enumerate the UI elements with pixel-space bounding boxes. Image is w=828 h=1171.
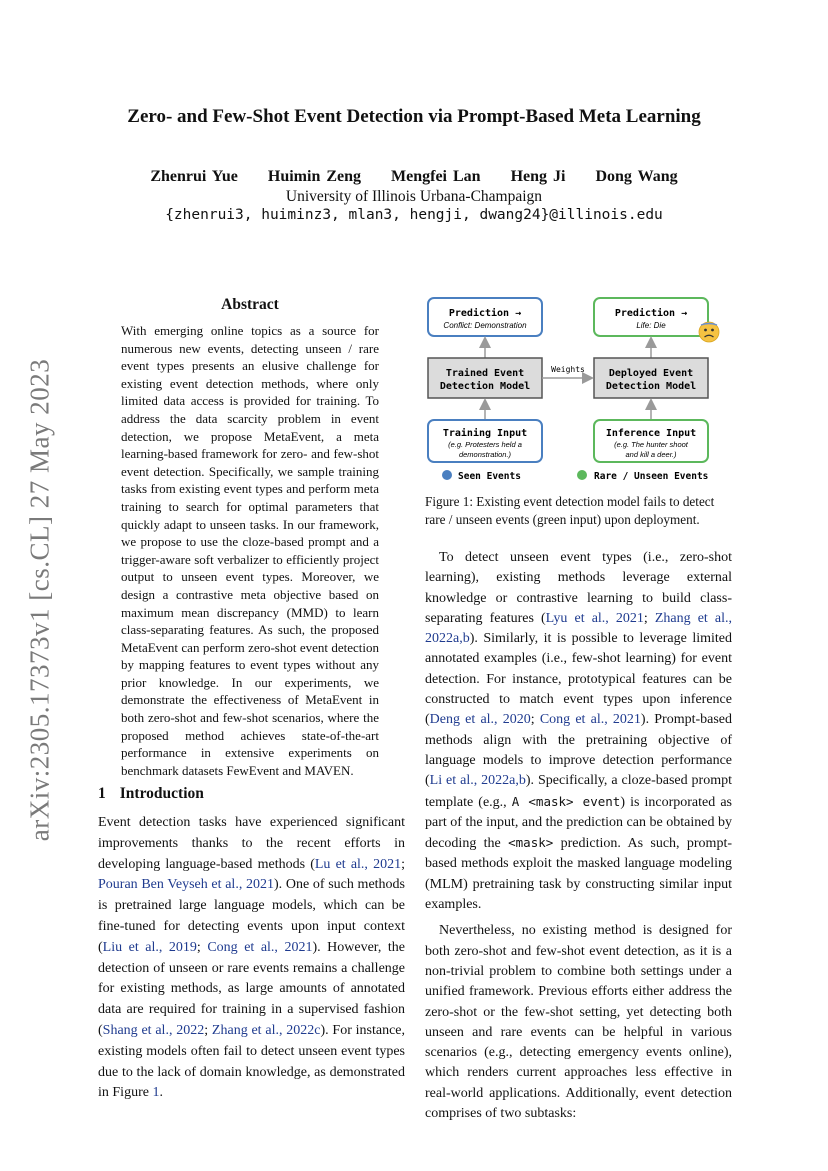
citation-link[interactable]: Cong et al., 2021 bbox=[207, 939, 313, 955]
intro-text: ; bbox=[401, 856, 405, 872]
training-input-title: Training Input bbox=[442, 428, 528, 439]
body-text: ; bbox=[530, 712, 540, 728]
inference-input-title: Inference Input bbox=[605, 428, 697, 439]
arxiv-identifier: arXiv:2305.17373v1 [cs.CL] 27 May 2023 bbox=[24, 358, 55, 842]
intro-text: Event detection tasks have experienced significant improvements thanks to the recent efforts in developing language-based methods ( bbox=[98, 815, 405, 872]
prediction-seen-title: Prediction → bbox=[448, 308, 522, 319]
inference-input-example: and kill a deer.) bbox=[625, 450, 677, 459]
body-text: ). Similarly, it is possible to leverage limited annotated examples (i.e., few-shot learning) for event detection. For instance, prototypical features can be constructed to match event types upon inference ( bbox=[425, 631, 732, 728]
deployed-model-label: Deployed Event bbox=[608, 368, 694, 379]
trained-model-label: Detection Model bbox=[439, 381, 531, 392]
training-input-example: demonstration.) bbox=[458, 450, 512, 459]
right-column-text bbox=[425, 548, 732, 1124]
weights-label: Weights bbox=[551, 365, 585, 374]
body-text: prediction. As such, prompt-based methods exploit the masked language modeling (MLM) pretraining task by constructing similar input examples. bbox=[425, 836, 732, 913]
inference-input-example: (e.g. The hunter shoot bbox=[614, 440, 688, 449]
worried-face-icon bbox=[699, 322, 719, 342]
body-text: ). Prompt-based methods align with the pretraining objective of language models to improve detection performance ( bbox=[425, 712, 733, 789]
code-mask-token: <mask> bbox=[508, 835, 554, 851]
author-list bbox=[80, 168, 748, 186]
citation-link[interactable]: Deng et al., 2020 bbox=[429, 712, 531, 728]
author: Heng Ji bbox=[510, 168, 566, 185]
citation-link[interactable]: Lu et al., 2021 bbox=[314, 856, 402, 872]
author-emails[interactable]: {zhenrui3, huiminz3, mlan3, hengji, dwang24}@illinois.edu bbox=[165, 207, 663, 223]
citation-link[interactable]: Liu et al., 2019 bbox=[102, 939, 197, 955]
legend-seen-dot bbox=[442, 470, 452, 480]
paper-title: Zero- and Few-Shot Event Detection via Prompt-Based Meta Learning bbox=[127, 106, 701, 127]
author: Dong Wang bbox=[595, 168, 678, 185]
citation-link[interactable]: Zhang et al., 2022a,b bbox=[425, 610, 732, 647]
intro-paragraph bbox=[98, 813, 405, 1104]
citation-link[interactable]: Pouran Ben Veyseh et al., 2021 bbox=[98, 877, 275, 893]
intro-text: ). One of such methods is pretrained large language models, which can be fine-tuned for detecting events upon input context ( bbox=[98, 877, 405, 955]
intro-text: ; bbox=[204, 1022, 212, 1038]
author: Huimin Zeng bbox=[267, 168, 362, 185]
legend-rare-dot bbox=[577, 470, 587, 480]
abstract-heading: Abstract bbox=[221, 296, 279, 313]
prediction-rare-label: Life: Die bbox=[636, 321, 666, 330]
citation-link[interactable]: Lyu et al., 2021 bbox=[545, 610, 644, 626]
figure-caption: Figure 1: Existing event detection model fails to detect rare / unseen events (green input) upon deployment. bbox=[425, 494, 715, 527]
prediction-seen-label: Conflict: Demonstration bbox=[443, 321, 527, 330]
section-number: 1 bbox=[98, 785, 106, 802]
affiliation: University of Illinois Urbana-Champaign bbox=[285, 188, 543, 205]
author: Mengfei Lan bbox=[391, 168, 481, 185]
abstract-body: With emerging online topics as a source for numerous new events, detecting unseen / rare event types presents an elusive challenge for existing event detection methods, where only limited data access is provided for training. To address the data scarcity problem in event detection, we propose MetaEvent, a meta learning-based framework for zero- and few-shot event detection. Specifically, we sample training tasks from existing event types and perform meta training to search for optimal parameters that quickly adapt to unseen tasks. In our framework, we propose to use the cloze-based prompt and a trigger-aware soft verbalizer to efficiently project output to unseen event types. Moreover, we design a contrastive meta objective based on maximum mean discrepancy (MMD) to learn class-separating features. As such, the proposed MetaEvent can perform zero-shot event detection by mapping features to event types without any prior knowledge. In our experiments, we demonstrate the effectiveness of MetaEvent in both zero-shot and few-shot scenarios, where the proposed method achieves state-of-the-art performance in extensive experiments on benchmark datasets FewEvent and MAVEN. bbox=[121, 323, 379, 778]
trained-model-label: Trained Event bbox=[445, 368, 525, 379]
paragraph: Nevertheless, no existing method is designed for both zero-shot and few-shot event detection, as it is a non-trivial problem to combine both settings under a unified framework. Previous efforts either address the zero-shot or the few-shot setting, yet detecting both unseen and rare events can be helpful in various scenarios (e.g., detecting emergency events online), which renders current approaches less effective in real-world applications. Additionally, event detection comprises of two subtasks: bbox=[425, 923, 732, 1122]
prediction-rare-title: Prediction → bbox=[614, 308, 688, 319]
citation-link[interactable]: Li et al., 2022a,b bbox=[429, 773, 526, 789]
deployed-model-label: Detection Model bbox=[605, 381, 697, 392]
legend-seen-label: Seen Events bbox=[458, 471, 521, 482]
body-text: To detect unseen event types (i.e., zero-shot learning), existing methods leverage external knowledge or contrastive learning to build class-separating features ( bbox=[425, 550, 732, 626]
code-template: A <mask> event bbox=[511, 793, 621, 809]
legend-rare-label: Rare / Unseen Events bbox=[594, 471, 709, 482]
citation-link[interactable]: Zhang et al., 2022c bbox=[211, 1022, 321, 1038]
body-text: ) is incorporated as part of the input, and the prediction can be obtained by decoding the bbox=[425, 794, 732, 852]
paragraph bbox=[425, 548, 732, 915]
intro-text: ; bbox=[196, 939, 208, 955]
citation-link[interactable]: Shang et al., 2022 bbox=[102, 1022, 205, 1038]
section-title: Introduction bbox=[119, 785, 204, 802]
section-heading bbox=[98, 785, 204, 803]
body-text: ). Specifically, a cloze-based prompt template (e.g., bbox=[425, 773, 732, 810]
intro-text: ). For instance, existing models often fail to detect unseen event types due to the lack of domain knowledge, as demonstrated in Figure bbox=[98, 1022, 406, 1101]
citation-link[interactable]: Cong et al., 2021 bbox=[539, 712, 641, 728]
training-input-example: (e.g. Protesters held a bbox=[448, 440, 522, 449]
author: Zhenrui Yue bbox=[150, 168, 238, 185]
intro-text: ). However, the detection of unseen or rare events remains a challenge for existing methods, as large amounts of annotated data are required for training in a supervised fashion ( bbox=[98, 939, 406, 1038]
intro-text: . bbox=[159, 1085, 163, 1101]
body-text: ; bbox=[643, 610, 655, 626]
figure-reference-link[interactable]: 1 bbox=[152, 1085, 160, 1101]
arxiv-side-label bbox=[0, 320, 80, 880]
figure-1-diagram bbox=[420, 292, 740, 492]
